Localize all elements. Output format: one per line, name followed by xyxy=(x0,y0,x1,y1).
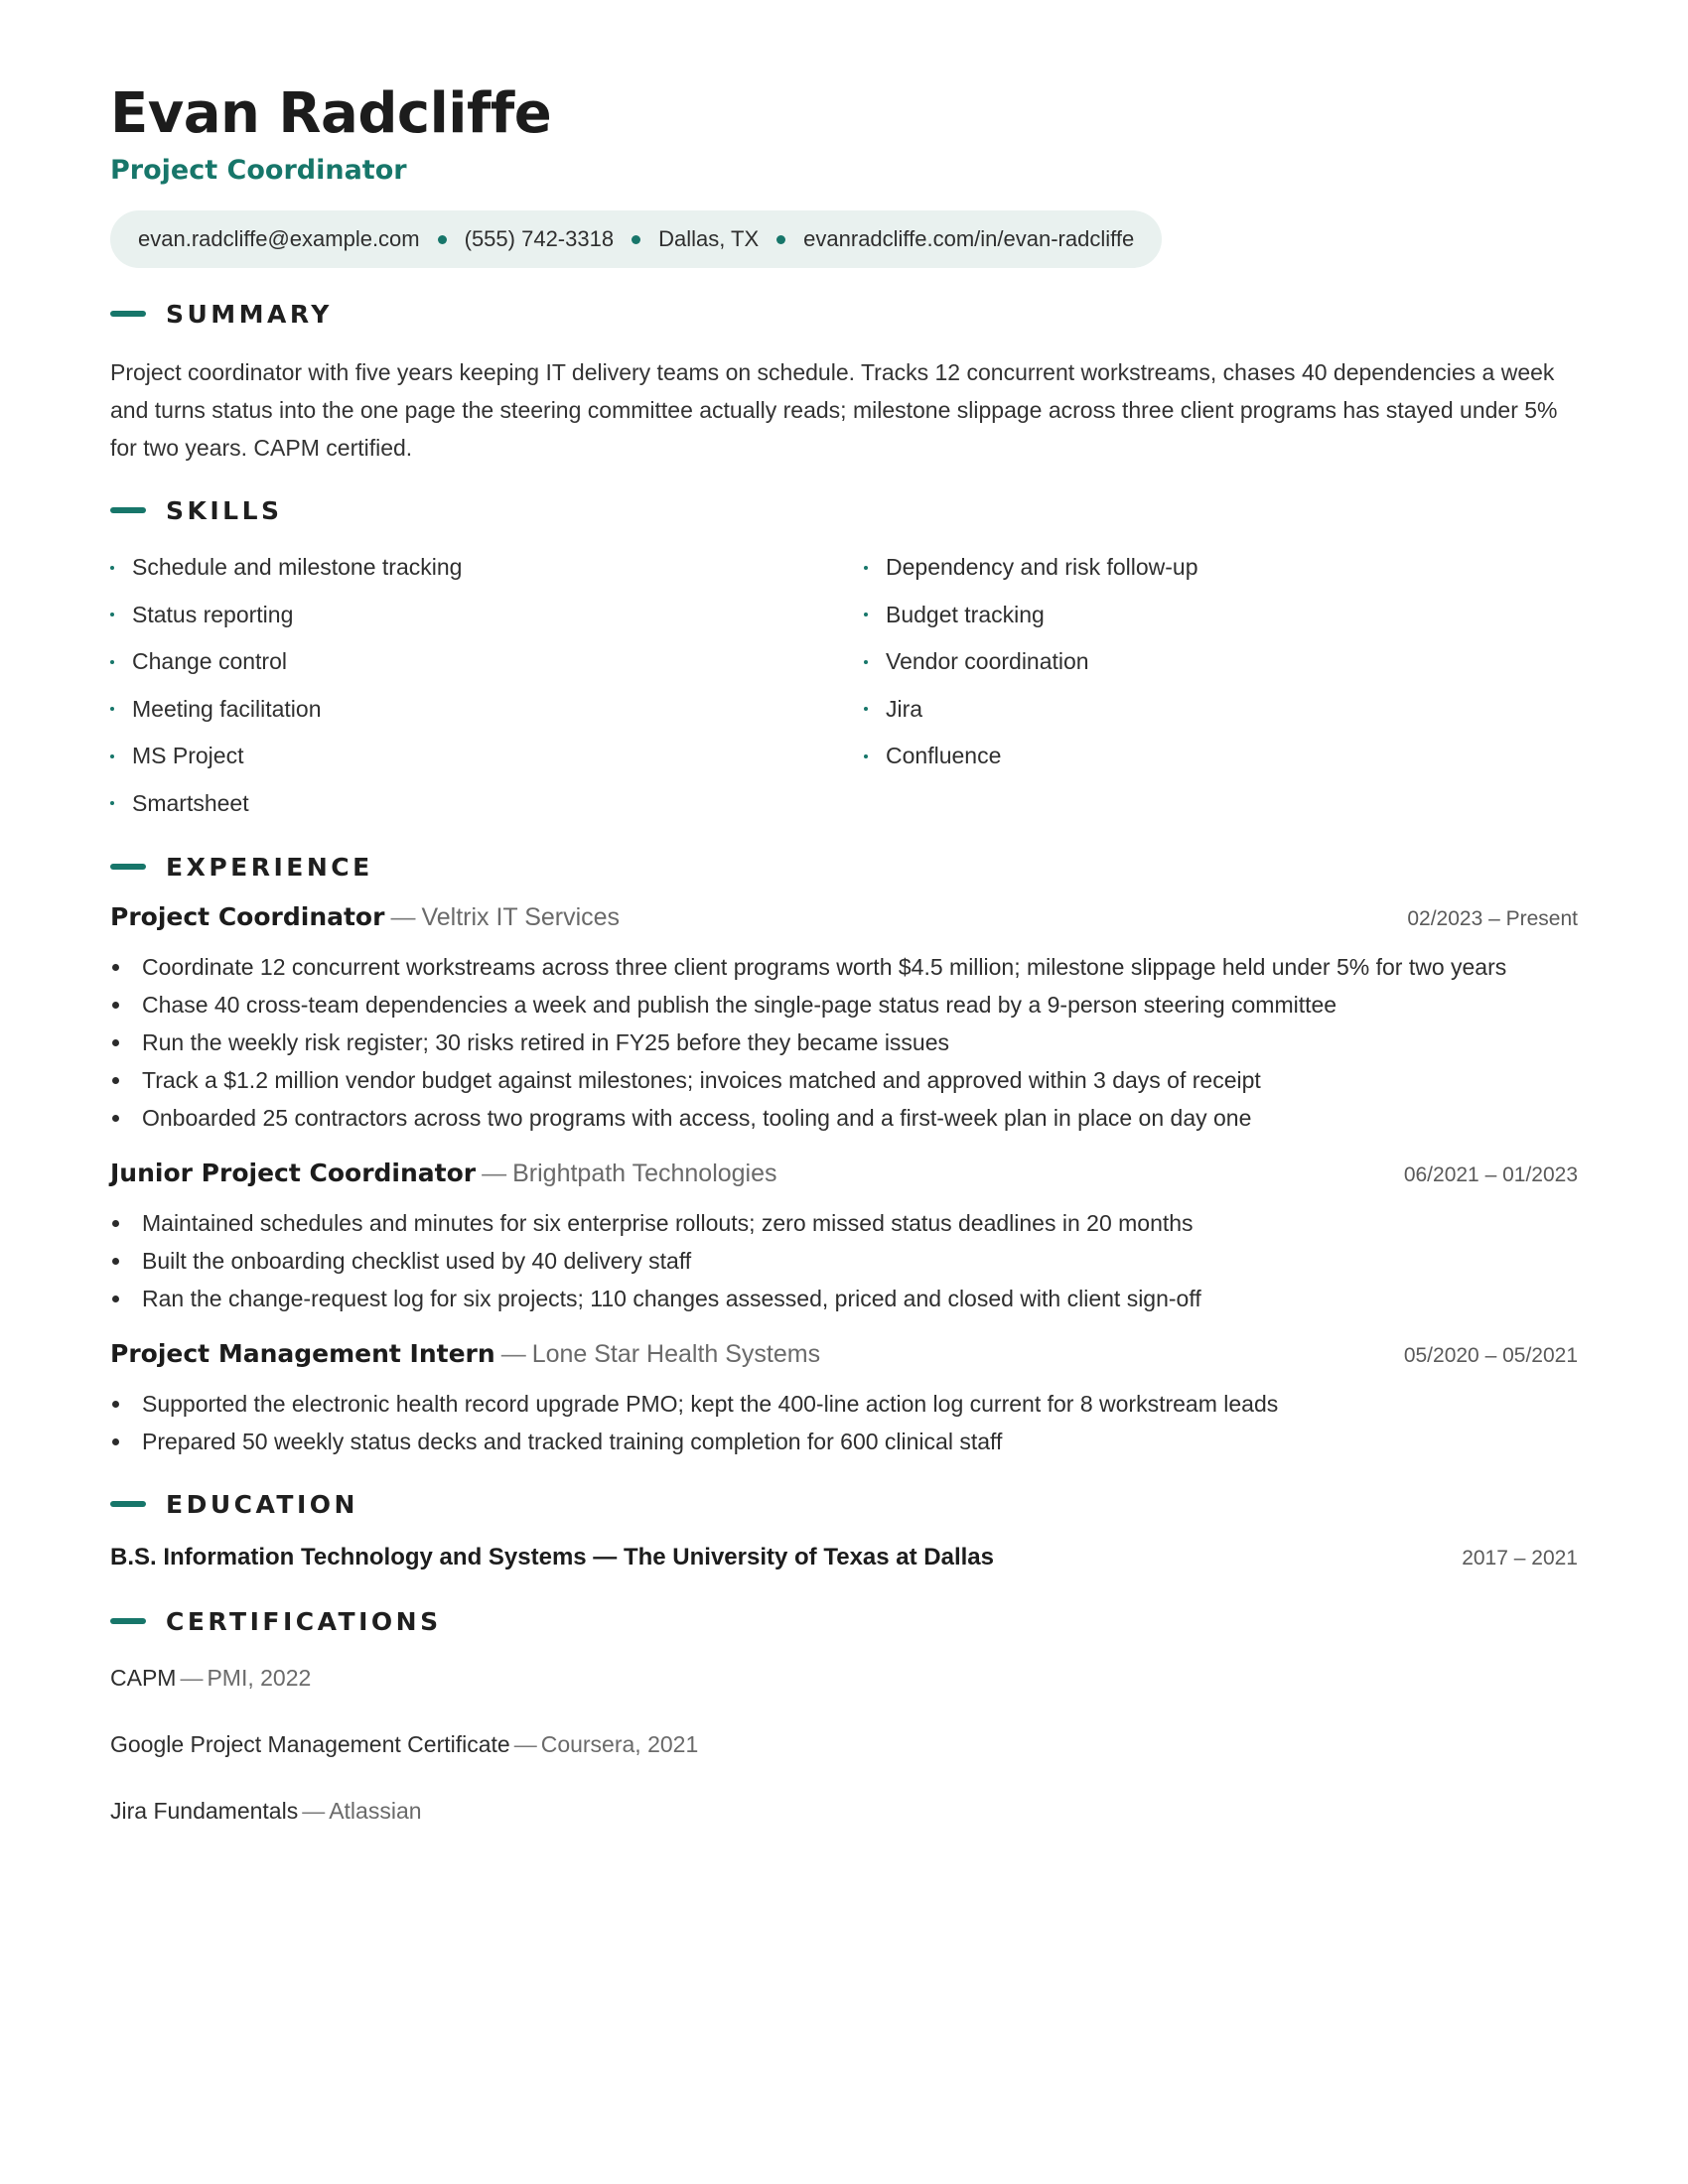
skill-item xyxy=(864,686,1579,734)
bullet-dot-icon xyxy=(110,754,114,758)
education-dates: 2017 – 2021 xyxy=(1462,1547,1578,1570)
job-dates: 06/2021 – 01/2023 xyxy=(1403,1163,1578,1186)
contact-phone[interactable]: (555) 742-3318 xyxy=(464,226,615,251)
certification-name: Google Project Management Certificate xyxy=(110,1731,510,1757)
certification-issuer: Atlassian xyxy=(329,1798,422,1824)
job-bullets xyxy=(110,1204,1578,1317)
job-bullet: Track a $1.2 million vendor budget against milestones; invoices matched and approved within 3 days of receipt xyxy=(110,1061,1578,1099)
section-accent-bar xyxy=(110,507,146,513)
skill-label: MS Project xyxy=(132,743,244,769)
bullet-dot-icon xyxy=(864,754,868,758)
experience-section-header xyxy=(110,851,1578,883)
section-accent-bar xyxy=(110,1618,146,1624)
job-bullet: Run the weekly risk register; 30 risks retired in FY25 before they became issues xyxy=(110,1024,1578,1061)
contact-email[interactable]: evan.radcliffe@example.com xyxy=(138,226,420,251)
skill-item xyxy=(110,544,864,592)
certification-separator: — xyxy=(180,1665,204,1691)
education-entry xyxy=(110,1544,1578,1571)
certification-issuer: PMI, 2022 xyxy=(207,1665,312,1691)
job-header xyxy=(110,1159,1578,1198)
job-company: Lone Star Health Systems xyxy=(531,1340,821,1368)
contact-bar xyxy=(110,210,1162,268)
skill-item xyxy=(110,638,864,686)
skill-item xyxy=(110,592,864,639)
certification-name: Jira Fundamentals xyxy=(110,1798,299,1824)
contact-website[interactable]: evanradcliffe.com/in/evan-radcliffe xyxy=(803,226,1135,251)
certification-issuer: Coursera, 2021 xyxy=(540,1731,699,1757)
skills-column-right xyxy=(864,544,1579,827)
job-company: Brightpath Technologies xyxy=(512,1160,777,1187)
job-bullet: Prepared 50 weekly status decks and tracked training completion for 600 clinical staff xyxy=(110,1423,1578,1460)
bullet-dot-icon xyxy=(864,660,868,664)
job-separator: — xyxy=(482,1160,507,1187)
skill-label: Budget tracking xyxy=(886,601,1045,627)
skill-label: Schedule and milestone tracking xyxy=(132,554,463,581)
job-bullet: Built the onboarding checklist used by 40 delivery staff xyxy=(110,1242,1578,1280)
summary-text: Project coordinator with five years keeping IT delivery teams on schedule. Tracks 12 concurrent workstreams, chases 40 dependencies a week and turns status into the one page the steering committee actually reads; milestone slippage across three client programs has stayed under 5% for two years. CAPM certified. xyxy=(110,359,1558,461)
certification-name: CAPM xyxy=(110,1665,177,1691)
skill-item xyxy=(110,780,864,828)
skill-label: Smartsheet xyxy=(132,789,249,816)
bullet-dot-icon xyxy=(864,566,868,570)
job-bullets xyxy=(110,948,1578,1137)
skills-column-left xyxy=(110,544,864,827)
job-bullet: Chase 40 cross-team dependencies a week and publish the single-page status read by a 9-person steering committee xyxy=(110,986,1578,1024)
certification-item xyxy=(110,1729,1578,1796)
bullet-dot-icon xyxy=(110,801,114,805)
job-header xyxy=(110,902,1578,942)
section-accent-bar xyxy=(110,864,146,870)
job-dates: 02/2023 – Present xyxy=(1407,907,1578,930)
bullet-dot-icon xyxy=(110,707,114,711)
skill-label: Confluence xyxy=(886,743,1002,769)
job-bullet: Maintained schedules and minutes for six enterprise rollouts; zero missed status deadlines in 20 months xyxy=(110,1204,1578,1242)
section-accent-bar xyxy=(110,311,146,317)
skill-item xyxy=(864,592,1579,639)
skills-section-header xyxy=(110,494,1578,526)
skill-item xyxy=(110,686,864,734)
candidate-title: Project Coordinator xyxy=(110,155,407,186)
section-title: CERTIFICATIONS xyxy=(166,1606,442,1636)
certification-separator: — xyxy=(302,1798,326,1824)
job-bullet: Supported the electronic health record upgrade PMO; kept the 400-line action log current for 8 workstream leads xyxy=(110,1385,1578,1423)
skills-list xyxy=(110,544,1578,827)
bullet-dot-icon xyxy=(110,613,114,616)
job-bullet: Ran the change-request log for six projects; 110 changes assessed, priced and closed with client sign-off xyxy=(110,1280,1578,1317)
job-separator: — xyxy=(500,1340,526,1368)
skill-item xyxy=(864,733,1579,780)
job-title: Project Management Intern xyxy=(110,1339,495,1368)
section-accent-bar xyxy=(110,1501,146,1507)
job-company: Veltrix IT Services xyxy=(421,903,621,931)
bullet-dot-icon xyxy=(864,707,868,711)
contact-location: Dallas, TX xyxy=(658,226,760,251)
skill-label: Vendor coordination xyxy=(886,648,1089,675)
job-title: Project Coordinator xyxy=(110,902,385,931)
job-title: Junior Project Coordinator xyxy=(110,1159,477,1187)
skill-item xyxy=(864,638,1579,686)
bullet-dot-icon xyxy=(864,613,868,616)
certification-item xyxy=(110,1663,1578,1729)
separator-dot-icon xyxy=(438,235,447,244)
certification-item xyxy=(110,1796,1578,1862)
skill-label: Jira xyxy=(886,695,923,722)
education-section-header xyxy=(110,1488,1578,1520)
job-entry xyxy=(110,1159,1578,1317)
skill-label: Status reporting xyxy=(132,601,294,627)
job-header xyxy=(110,1339,1578,1379)
skill-item xyxy=(864,544,1579,592)
certifications-section-header xyxy=(110,1605,1578,1637)
job-bullet: Coordinate 12 concurrent workstreams across three client programs worth $4.5 million; milestone slippage held under 5% for two years xyxy=(110,948,1578,986)
job-bullet: Onboarded 25 contractors across two programs with access, tooling and a first-week plan in place on day one xyxy=(110,1099,1578,1137)
skill-item xyxy=(110,733,864,780)
summary-section-header xyxy=(110,298,1578,330)
education-degree: B.S. Information Technology and Systems — The University of Texas at Dallas xyxy=(110,1544,994,1570)
skill-label: Dependency and risk follow-up xyxy=(886,554,1198,581)
job-separator: — xyxy=(390,903,416,931)
bullet-dot-icon xyxy=(110,566,114,570)
skill-label: Meeting facilitation xyxy=(132,695,322,722)
section-title: EDUCATION xyxy=(166,1489,358,1519)
section-title: EXPERIENCE xyxy=(166,852,373,882)
separator-dot-icon xyxy=(776,235,785,244)
job-bullets xyxy=(110,1385,1578,1460)
job-entry xyxy=(110,1339,1578,1460)
section-title: SUMMARY xyxy=(166,299,333,329)
job-dates: 05/2020 – 05/2021 xyxy=(1403,1344,1578,1367)
separator-dot-icon xyxy=(632,235,640,244)
section-title: SKILLS xyxy=(166,495,283,525)
certification-separator: — xyxy=(513,1731,537,1757)
bullet-dot-icon xyxy=(110,660,114,664)
candidate-name: Evan Radcliffe xyxy=(110,81,552,146)
job-entry xyxy=(110,902,1578,1137)
skill-label: Change control xyxy=(132,648,287,675)
